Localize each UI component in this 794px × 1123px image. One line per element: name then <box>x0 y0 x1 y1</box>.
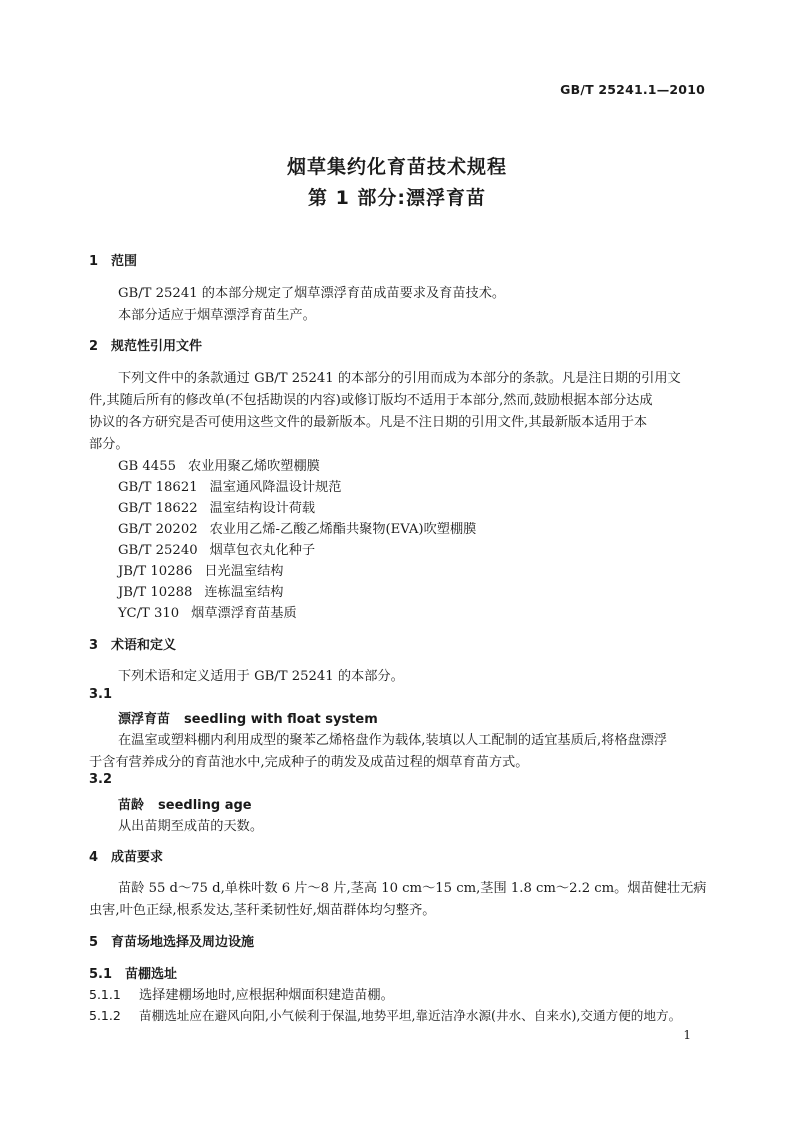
term-chinese: 苗龄 <box>118 798 145 813</box>
paragraph-line: 虫害,叶色正绿,根系发达,茎秆柔韧性好,烟苗群体均匀整齐。 <box>89 903 436 918</box>
term-number: 3.1 <box>89 687 113 702</box>
reference-title: 日光温室结构 <box>204 564 284 579</box>
section-title: 规范性引用文件 <box>111 339 203 354</box>
term-english: seedling age <box>158 798 252 813</box>
subsection-title: 苗棚选址 <box>125 967 178 982</box>
paragraph-line: 部分。 <box>89 437 129 452</box>
paragraph-line: 协议的各方研究是否可使用这些文件的最新版本。凡是不注日期的引用文件,其最新版本适用于本 <box>89 415 648 430</box>
section-number: 5 <box>89 935 99 950</box>
page-number: 1 <box>683 1028 691 1042</box>
paragraph-line: 苗龄 55 d～75 d,单株叶数 6 片～8 片,茎高 10 cm～15 cm,茎围 1.8 cm～2.2 cm。烟苗健壮无病 <box>118 881 707 896</box>
paragraph: GB/T 25241 的本部分规定了烟草漂浮育苗成苗要求及育苗技术。 <box>118 286 506 301</box>
document-title: 烟草集约化育苗技术规程 <box>286 156 507 178</box>
clause-5-1-1 <box>89 984 394 1003</box>
section-number: 1 <box>89 254 99 269</box>
document-subtitle: 第 1 部分:漂浮育苗 <box>307 187 487 209</box>
paragraph: 本部分适应于烟草漂浮育苗生产。 <box>118 308 316 323</box>
section-3-heading <box>89 634 176 653</box>
standard-number: GB/T 25241.1—2010 <box>560 82 705 97</box>
section-title: 术语和定义 <box>111 638 177 653</box>
reference-item <box>118 560 284 579</box>
reference-code: YC/T 310 <box>118 606 180 621</box>
reference-code: JB/T 10288 <box>118 585 193 600</box>
term-entry <box>118 794 252 813</box>
reference-item <box>118 476 341 495</box>
reference-code: GB/T 18622 <box>118 501 198 516</box>
section-title: 成苗要求 <box>111 850 164 865</box>
reference-title: 农业用聚乙烯吹塑棚膜 <box>187 459 320 474</box>
reference-title: 烟草漂浮育苗基质 <box>191 606 297 621</box>
reference-code: GB 4455 <box>118 459 176 474</box>
section-1-heading <box>89 250 137 269</box>
clause-text: 选择建棚场地时,应根据种烟面积建造苗棚。 <box>139 988 394 1003</box>
clause-number: 5.1.1 <box>89 987 121 1002</box>
section-5-heading <box>89 931 254 950</box>
term-english: seedling with float system <box>184 712 378 727</box>
reference-item <box>118 518 476 537</box>
reference-title: 温室结构设计荷载 <box>209 501 316 516</box>
definition-line: 从出苗期至成苗的天数。 <box>118 819 264 834</box>
paragraph-line: 件,其随后所有的修改单(不包括勘误的内容)或修订版均不适用于本部分,然而,鼓励根据本部分达成 <box>89 393 653 408</box>
section-number: 2 <box>89 339 99 354</box>
subsection-number: 5.1 <box>89 967 113 982</box>
reference-item <box>118 539 315 558</box>
reference-code: GB/T 18621 <box>118 480 198 495</box>
clause-number: 5.1.2 <box>89 1008 121 1023</box>
reference-item <box>118 602 297 621</box>
paragraph: 下列术语和定义适用于 GB/T 25241 的本部分。 <box>118 669 404 684</box>
section-2-heading <box>89 335 202 354</box>
section-title: 范围 <box>111 254 138 269</box>
reference-title: 农业用乙烯-乙酸乙烯酯共聚物(EVA)吹塑棚膜 <box>209 522 477 537</box>
section-4-heading <box>89 846 163 865</box>
subsection-5-1-heading <box>89 963 177 982</box>
reference-title: 烟草包衣丸化种子 <box>209 543 316 558</box>
reference-code: GB/T 20202 <box>118 522 198 537</box>
term-number: 3.2 <box>89 772 113 787</box>
term-entry <box>118 708 378 727</box>
reference-item <box>118 581 284 600</box>
section-number: 4 <box>89 850 99 865</box>
section-number: 3 <box>89 638 99 653</box>
clause-5-1-2 <box>89 1005 681 1024</box>
reference-item <box>118 455 320 474</box>
reference-item <box>118 497 315 516</box>
reference-title: 连栋温室结构 <box>204 585 284 600</box>
reference-code: GB/T 25240 <box>118 543 198 558</box>
reference-code: JB/T 10286 <box>118 564 193 579</box>
term-chinese: 漂浮育苗 <box>118 712 171 727</box>
section-title: 育苗场地选择及周边设施 <box>111 935 255 950</box>
reference-title: 温室通风降温设计规范 <box>209 480 342 495</box>
definition-line: 在温室或塑料棚内利用成型的聚苯乙烯格盘作为载体,装填以人工配制的适宜基质后,将格盘漂浮 <box>118 733 668 748</box>
paragraph-line: 下列文件中的条款通过 GB/T 25241 的本部分的引用而成为本部分的条款。凡是注日期的引用文 <box>118 371 681 386</box>
definition-line: 于含有营养成分的育苗池水中,完成种子的萌发及成苗过程的烟草育苗方式。 <box>89 755 529 770</box>
clause-text: 苗棚选址应在避风向阳,小气候利于保温,地势平坦,靠近洁净水源(井水、自来水),交通方便的地方。 <box>139 1008 682 1023</box>
